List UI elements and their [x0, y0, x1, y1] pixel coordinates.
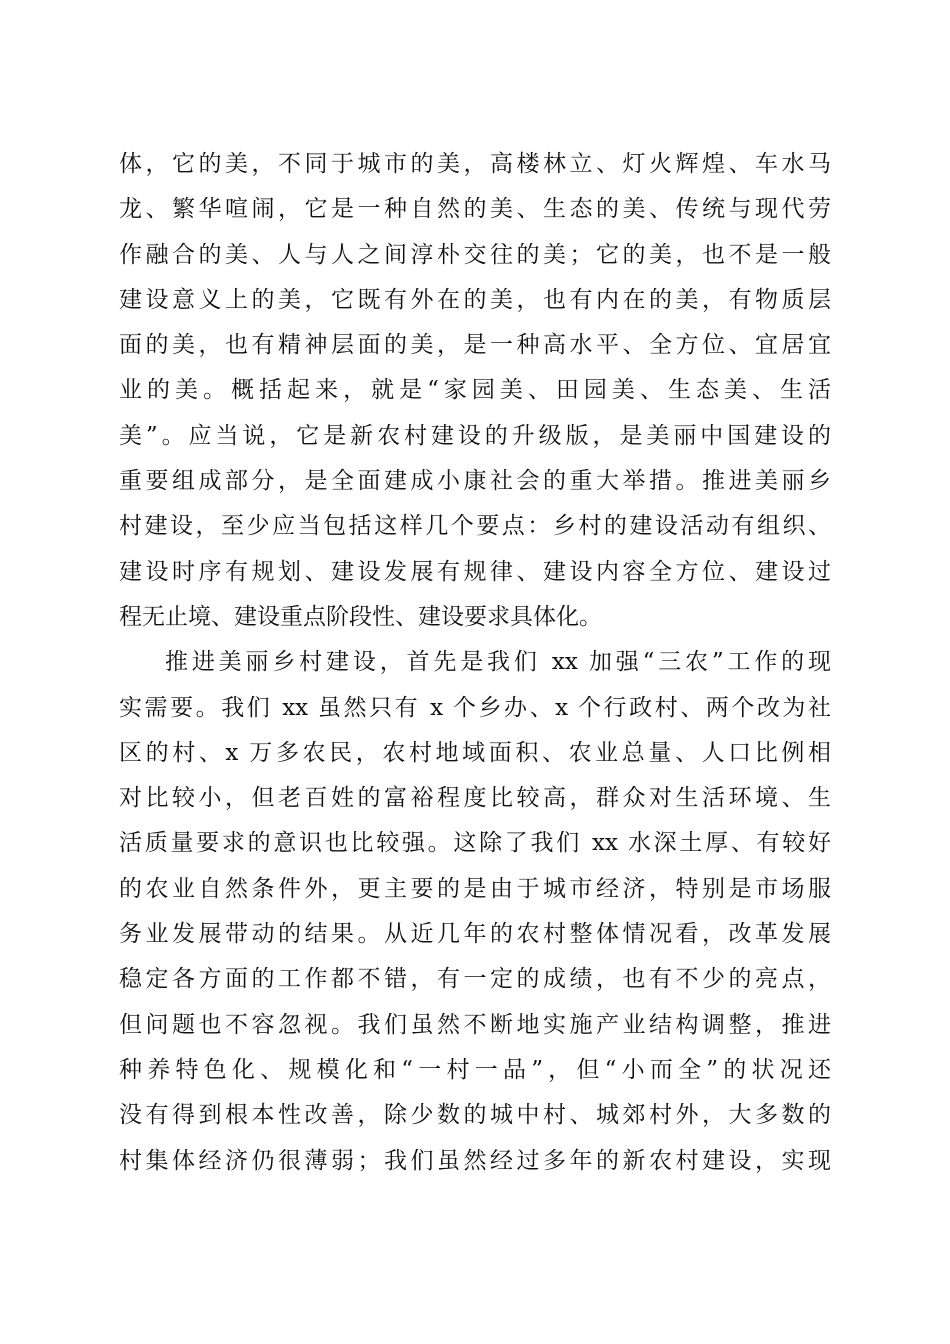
text-line: 面的美，也有精神层面的美，是一种高水平、全方位、宜居宜: [119, 332, 831, 359]
text-line: 的农业自然条件外，更主要的是由于城市经济，特别是市场服: [119, 875, 831, 902]
text-line: 建设意义上的美，它既有外在的美，也有内在的美，有物质层: [119, 286, 831, 313]
text-line: 龙、繁华喧闹，它是一种自然的美、生态的美、传统与现代劳: [119, 196, 831, 223]
text-line: 建设时序有规划、建设发展有规律、建设内容全方位、建设过: [119, 558, 831, 585]
paragraph-first-line: 推进美丽乡村建设，首先是我们 xx 加强“三农”工作的现: [165, 649, 831, 676]
text-line: 村建设，至少应当包括这样几个要点：乡村的建设活动有组织、: [119, 513, 831, 540]
text-line: 村集体经济仍很薄弱；我们虽然经过多年的新农村建设，实现: [119, 1147, 831, 1174]
text-line: 稳定各方面的工作都不错，有一定的成绩，也有不少的亮点，: [119, 966, 831, 993]
text-line: 没有得到根本性改善，除少数的城中村、城郊村外，大多数的: [119, 1102, 831, 1129]
text-line: 务业发展带动的结果。从近几年的农村整体情况看，改革发展: [119, 921, 831, 948]
text-line: 美”。应当说，它是新农村建设的升级版，是美丽中国建设的: [119, 422, 831, 449]
document-body: [119, 142, 831, 1184]
text-line: 实需要。我们 xx 虽然只有 x 个乡办、x 个行政村、两个改为社: [119, 694, 831, 721]
text-line: 程无止境、建设重点阶段性、建设要求具体化。: [119, 603, 602, 630]
text-line: 体，它的美，不同于城市的美，高楼林立、灯火辉煌、车水马: [119, 151, 831, 177]
text-line: 区的村、x 万多农民，农村地域面积、农业总量、人口比例相: [119, 739, 831, 766]
text-line: 种养特色化、规模化和“一村一品”，但“小而全”的状况还: [119, 1056, 831, 1083]
text-line: 活质量要求的意识也比较强。这除了我们 xx 水深土厚、有较好: [119, 830, 831, 857]
text-line: 但问题也不容忽视。我们虽然不断地实施产业结构调整，推进: [119, 1011, 831, 1038]
text-line: 作融合的美、人与人之间淳朴交往的美；它的美，也不是一般: [119, 241, 831, 268]
text-line: 对比较小，但老百姓的富裕程度比较高，群众对生活环境、生: [119, 785, 831, 812]
text-line: 重要组成部分，是全面建成小康社会的重大举措。推进美丽乡: [119, 468, 831, 495]
text-line: 业的美。概括起来，就是“家园美、田园美、生态美、生活: [119, 377, 831, 404]
